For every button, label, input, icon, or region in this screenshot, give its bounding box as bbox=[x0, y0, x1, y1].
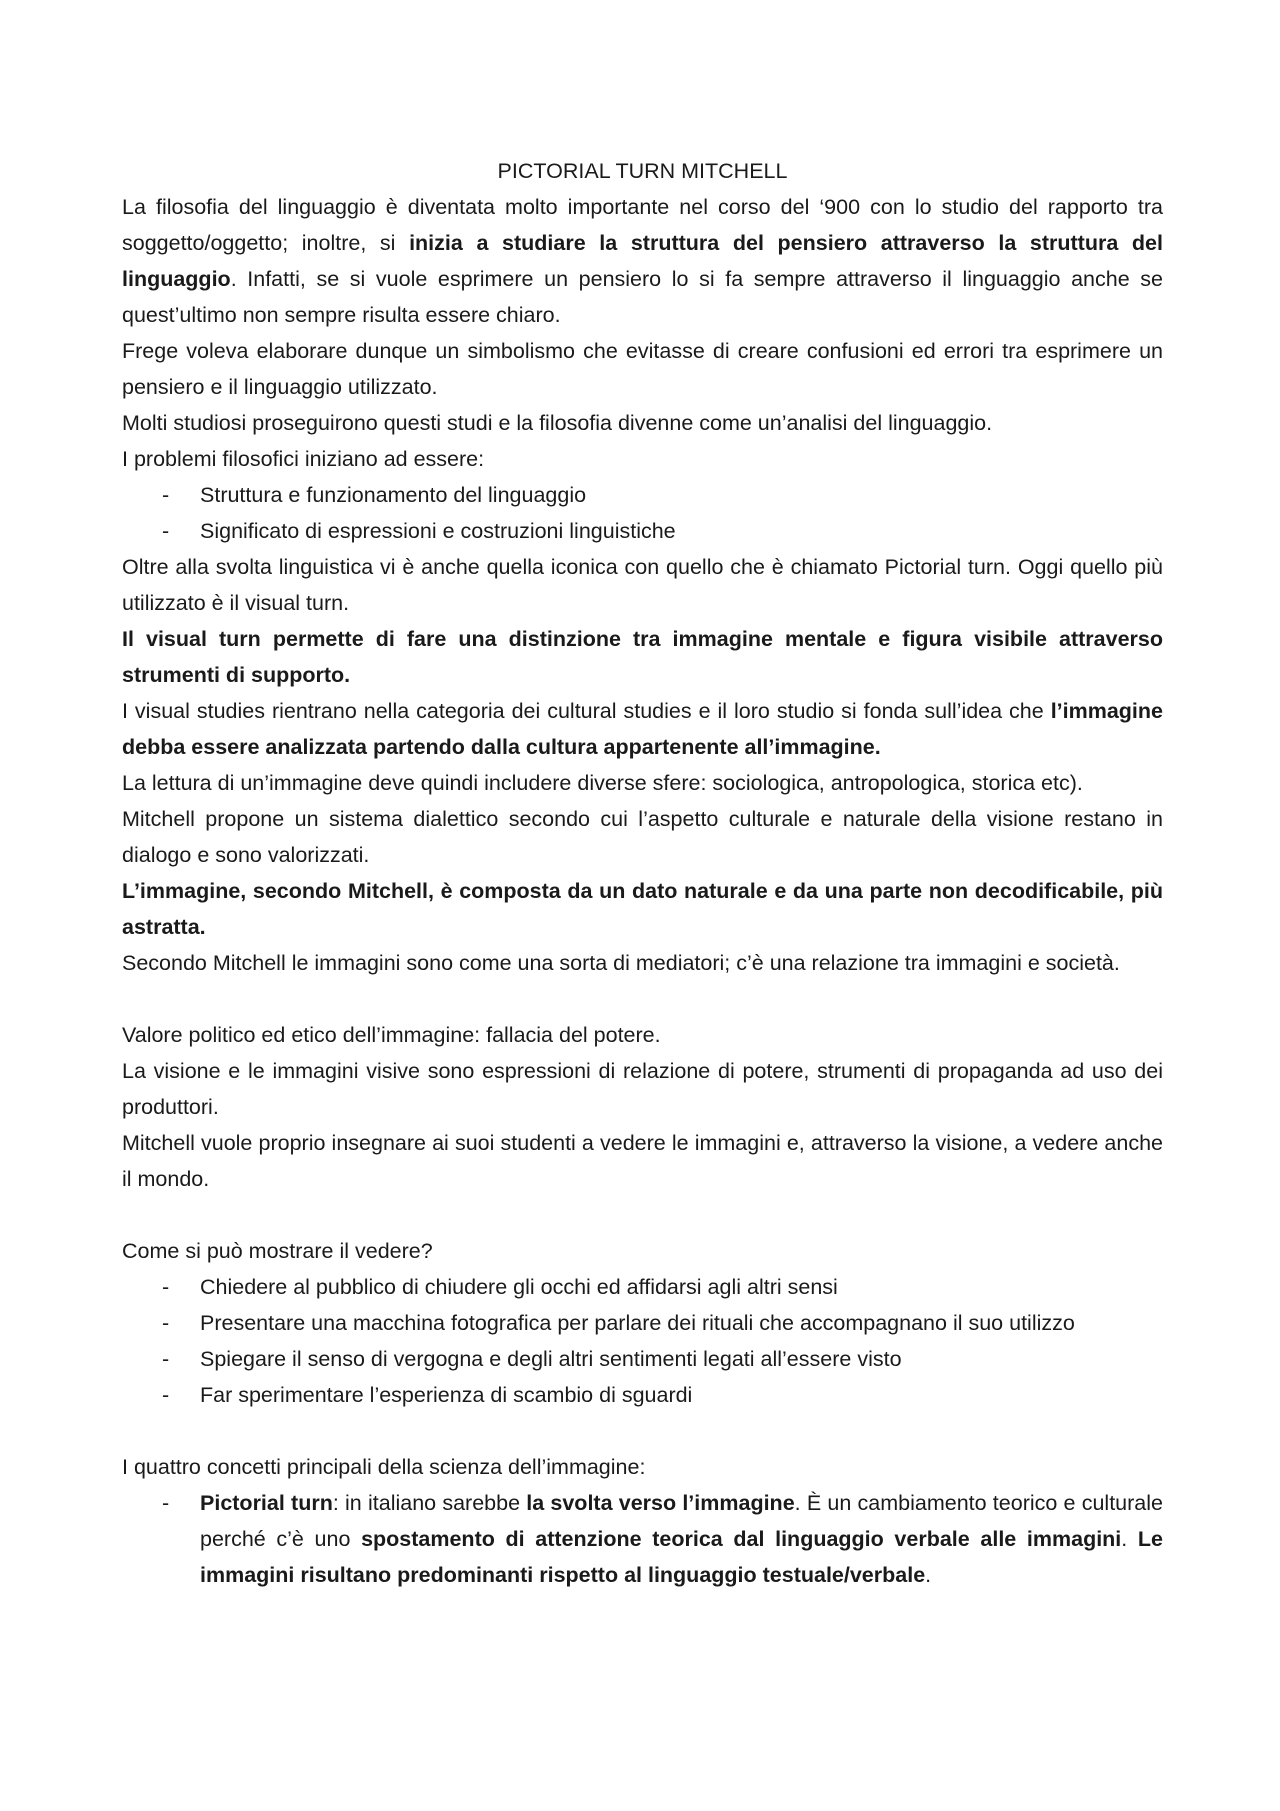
paragraph-studiosi: Molti studiosi proseguirono questi studi e la filosofia divenne come un’analisi del linguaggio. bbox=[122, 411, 993, 435]
blank-line bbox=[122, 981, 1163, 1017]
blank-line bbox=[122, 1413, 1163, 1449]
text-run: La filosofia del linguaggio è diventata molto importante nel corso del ‘900 con lo studio del rapporto tra soggetto/oggetto; inoltre, si bbox=[122, 195, 1163, 255]
bold-run: spostamento di attenzione teorica dal linguaggio verbale alle immagini bbox=[361, 1527, 1122, 1551]
list-dash: - bbox=[162, 483, 170, 507]
bold-run: l’immagine debba essere analizzata partendo dalla cultura appartenente all’immagine. bbox=[122, 699, 1163, 759]
text-run: . bbox=[925, 1563, 932, 1587]
paragraph-mediatori: Secondo Mitchell le immagini sono come una sorta di mediatori; c’è una relazione tra immagini e società. bbox=[122, 951, 1120, 975]
list-item-text: Far sperimentare l’esperienza di scambio di sguardi bbox=[200, 1383, 693, 1407]
list-dash: - bbox=[162, 1491, 170, 1515]
document-body bbox=[122, 153, 1163, 1593]
paragraph-quattro-concetti: I quattro concetti principali della scienza dell’immagine: bbox=[122, 1455, 646, 1479]
paragraph-visione-potere: La visione e le immagini visive sono espressioni di relazione di potere, strumenti di propaganda ad uso dei produttori. bbox=[122, 1059, 1163, 1119]
bold-run: Il visual turn permette di fare una distinzione tra immagine mentale e figura visibile attraverso strumenti di supporto. bbox=[122, 627, 1163, 687]
list-item-text: Chiedere al pubblico di chiudere gli occhi ed affidarsi agli altri sensi bbox=[200, 1275, 838, 1299]
bold-run: la svolta verso l’immagine bbox=[526, 1491, 795, 1515]
list-dash: - bbox=[162, 1311, 170, 1335]
paragraph-mostrare-vedere: Come si può mostrare il vedere? bbox=[122, 1239, 433, 1263]
page-title: PICTORIAL TURN MITCHELL bbox=[497, 159, 788, 183]
paragraph-immagine-mitchell bbox=[122, 873, 1163, 945]
paragraph-intro bbox=[122, 189, 1163, 333]
list-dash: - bbox=[162, 1383, 170, 1407]
paragraph-valore-politico: Valore politico ed etico dell’immagine: fallacia del potere. bbox=[122, 1023, 661, 1047]
list-item-text: Spiegare il senso di vergogna e degli altri sentimenti legati all’essere visto bbox=[200, 1347, 902, 1371]
paragraph-visual-studies bbox=[122, 693, 1163, 765]
list-dash: - bbox=[162, 1275, 170, 1299]
paragraph-visual-turn bbox=[122, 621, 1163, 693]
text-run: . Infatti, se si vuole esprimere un pensiero lo si fa sempre attraverso il linguaggio anche se quest’ultimo non sempre risulta essere chiaro. bbox=[122, 267, 1163, 327]
list-item-text bbox=[200, 1485, 1163, 1593]
list-item bbox=[122, 1269, 1163, 1305]
paragraph-svolta: Oltre alla svolta linguistica vi è anche quella iconica con quello che è chiamato Pictorial turn. Oggi quello più utilizzato è il visual turn. bbox=[122, 555, 1163, 615]
bold-run: inizia a studiare la struttura del pensiero attraverso la struttura del linguaggio bbox=[122, 231, 1163, 291]
list-item bbox=[122, 477, 1163, 513]
list-item-text: Presentare una macchina fotografica per parlare dei rituali che accompagnano il suo utilizzo bbox=[200, 1311, 1075, 1335]
list-item-text: Significato di espressioni e costruzioni linguistiche bbox=[200, 519, 676, 543]
blank-line bbox=[122, 1197, 1163, 1233]
text-run: . bbox=[1121, 1527, 1138, 1551]
paragraph-problemi: I problemi filosofici iniziano ad essere: bbox=[122, 447, 485, 471]
paragraph-insegnare: Mitchell vuole proprio insegnare ai suoi studenti a vedere le immagini e, attraverso la visione, a vedere anche il mondo. bbox=[122, 1131, 1163, 1191]
list-item bbox=[122, 1341, 1163, 1377]
text-run: I visual studies rientrano nella categoria dei cultural studies e il loro studio si fonda sull’idea che bbox=[122, 699, 1051, 723]
bold-run: Pictorial turn bbox=[200, 1491, 333, 1515]
bold-run: L’immagine, secondo Mitchell, è composta da un dato naturale e da una parte non decodificabile, più astratta. bbox=[122, 879, 1163, 939]
text-run: . È un cambiamento teorico e culturale perché c’è uno bbox=[200, 1491, 1163, 1551]
list-item bbox=[122, 1485, 1163, 1593]
paragraph-lettura: La lettura di un’immagine deve quindi includere diverse sfere: sociologica, antropologica, storica etc). bbox=[122, 771, 1083, 795]
list-item bbox=[122, 1305, 1163, 1341]
paragraph-frege: Frege voleva elaborare dunque un simbolismo che evitasse di creare confusioni ed errori tra esprimere un pensiero e il linguaggio utilizzato. bbox=[122, 339, 1163, 399]
list-item bbox=[122, 1377, 1163, 1413]
paragraph-sistema-dialettico: Mitchell propone un sistema dialettico secondo cui l’aspetto culturale e naturale della visione restano in dialogo e sono valorizzati. bbox=[122, 807, 1163, 867]
list-dash: - bbox=[162, 1347, 170, 1371]
list-item bbox=[122, 513, 1163, 549]
list-item-text: Struttura e funzionamento del linguaggio bbox=[200, 483, 587, 507]
text-run: : in italiano sarebbe bbox=[332, 1491, 527, 1515]
list-dash: - bbox=[162, 519, 170, 543]
bold-run: Le immagini risultano predominanti rispetto al linguaggio testuale/verbale bbox=[200, 1527, 1164, 1587]
